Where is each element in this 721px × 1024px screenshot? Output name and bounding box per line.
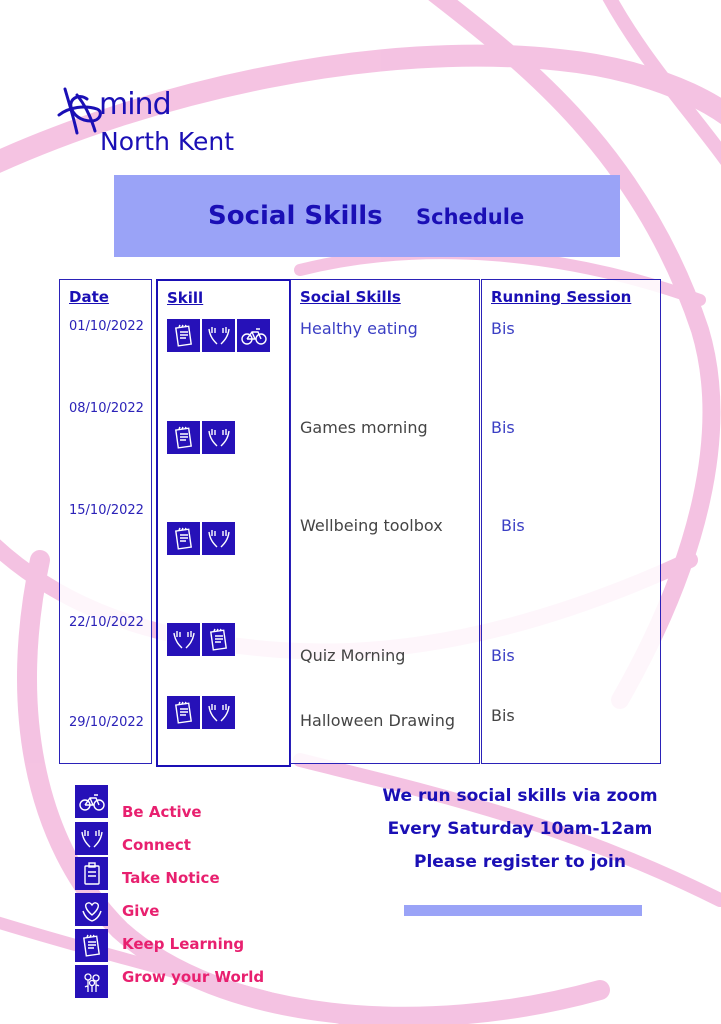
row-1-skill: Healthy eating [300,319,418,338]
info-line-register: Please register to join [413,852,626,872]
hands-icon [166,622,201,657]
row-1-leader: Bis [491,319,515,338]
legend-label-take-notice: Take Notice [122,869,220,887]
row-4-skill: Quiz Morning [300,646,406,665]
page-title: Social Skills [208,201,383,231]
row-3-leader: Bis [501,516,525,535]
legend-label-connect: Connect [122,836,191,854]
bicycle-icon [236,318,271,353]
notebook-icon [166,695,201,730]
notebook-icon [166,521,201,556]
page-subtitle: Schedule [416,205,525,229]
info-line-schedule: Every Saturday 10am-12am [387,819,653,839]
row-5-skill-icons [166,695,236,730]
row-2-skill-icons [166,420,236,455]
row-2-skill: Games morning [300,418,428,437]
hands-icon [201,318,236,353]
mind-north-kent-logo [55,85,255,160]
notebook-icon [166,420,201,455]
notebook-icon [201,622,236,657]
title-banner [114,175,620,257]
legend-label-be-active: Be Active [122,803,202,821]
notebook-icon [166,318,201,353]
hands-icon [201,695,236,730]
row-3-skill: Wellbeing toolbox [300,516,443,535]
date-header: Date [69,288,109,306]
date-column [59,279,152,764]
running-session-column [481,279,661,764]
running-session-header: Running Session [491,288,632,306]
row-4-skill-icons [166,622,236,657]
social-skills-header: Social Skills [300,288,401,306]
social-skills-column [290,279,480,764]
row-3-skill-icons [166,521,236,556]
row-3-date: 15/10/2022 [69,503,144,518]
row-5-date: 29/10/2022 [69,715,144,730]
skill-header: Skill [167,289,204,307]
row-5-skill: Halloween Drawing [300,711,456,730]
legend-label-give: Give [122,902,160,920]
row-4-leader: Bis [491,646,515,665]
legend-label-grow-your-world: Grow your World [122,968,265,986]
row-5-leader: Bis [491,706,515,725]
hands-icon [201,420,236,455]
row-1-skill-icons [166,318,271,353]
hands-icon [201,521,236,556]
logo-region-text: North Kent [100,127,235,156]
decorative-bar [404,905,642,916]
row-4-date: 22/10/2022 [69,615,144,630]
row-2-date: 08/10/2022 [69,401,144,416]
row-2-leader: Bis [491,418,515,437]
row-1-date: 01/10/2022 [69,319,144,334]
info-line-zoom: We run social skills via zoom [382,786,658,806]
legend-label-keep-learning: Keep Learning [122,935,245,953]
skill-column [156,279,291,767]
logo-brand-text: mind [99,87,171,122]
